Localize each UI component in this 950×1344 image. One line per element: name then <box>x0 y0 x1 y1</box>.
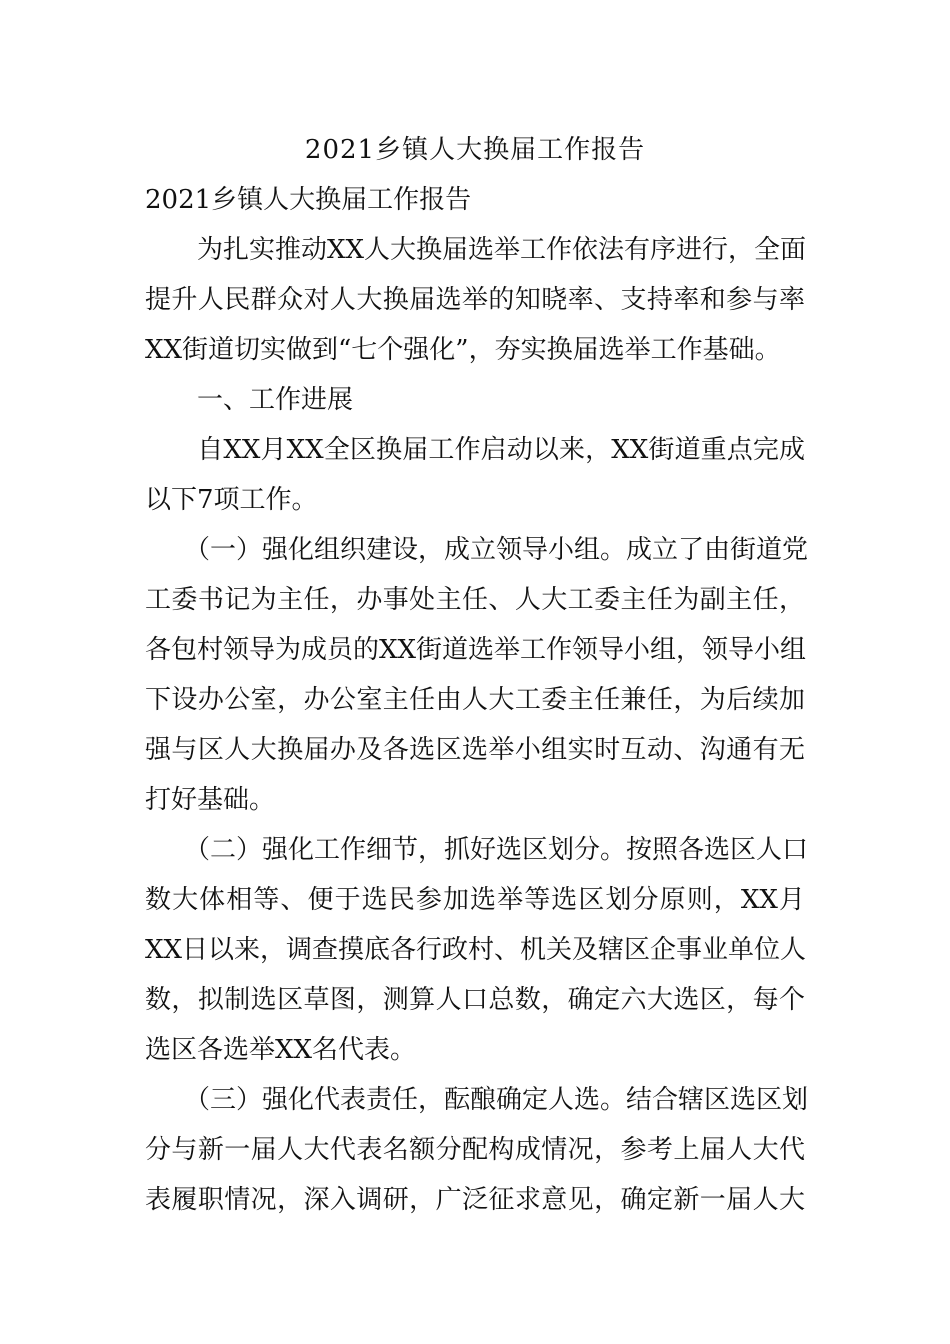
item2-line: （二）强化工作细节，抓好选区划分。按照各选区人口 <box>145 835 809 865</box>
section-heading: 一、工作进展 <box>145 385 354 415</box>
intro-line: XX街道切实做到“七个强化”，夯实换届选举工作基础。 <box>145 335 781 365</box>
item3-line: 表履职情况，深入调研，广泛征求意见，确定新一届人大 <box>145 1185 805 1215</box>
item1-line: 下设办公室，办公室主任由人大工委主任兼任，为后续加 <box>145 685 805 715</box>
progress-line: 以下7项工作。 <box>145 485 318 515</box>
progress-line: 自XX月XX全区换届工作启动以来，XX街道重点完成 <box>145 435 805 465</box>
item2-line: XX日以来，调查摸底各行政村、机关及辖区企事业单位人 <box>145 935 807 965</box>
intro-line: 提升人民群众对人大换届选举的知晓率、支持率和参与率 <box>145 285 805 315</box>
item1-line: 工委书记为主任，办事处主任、人大工委主任为副主任， <box>145 585 805 615</box>
document-title: 2021乡镇人大换届工作报告 <box>304 135 646 165</box>
item3-line: （三）强化代表责任，酝酿确定人选。结合辖区选区划 <box>145 1085 809 1115</box>
item2-line: 选区各选举XX名代表。 <box>145 1035 417 1065</box>
item3-line: 分与新一届人大代表名额分配构成情况，参考上届人大代 <box>145 1135 805 1165</box>
document-subtitle: 2021乡镇人大换届工作报告 <box>145 185 472 215</box>
item1-line: 各包村领导为成员的XX街道选举工作领导小组，领导小组 <box>145 635 807 665</box>
item2-line: 数，拟制选区草图，测算人口总数，确定六大选区，每个 <box>145 985 805 1015</box>
intro-line: 为扎实推动XX人大换届选举工作依法有序进行，全面 <box>145 235 807 265</box>
item2-line: 数大体相等、便于选民参加选举等选区划分原则，XX月 <box>145 885 805 915</box>
item1-line: 打好基础。 <box>145 785 276 815</box>
item1-line: 强与区人大换届办及各选区选举小组实时互动、沟通有无 <box>145 735 805 765</box>
item1-line: （一）强化组织建设，成立领导小组。成立了由街道党 <box>145 535 809 565</box>
